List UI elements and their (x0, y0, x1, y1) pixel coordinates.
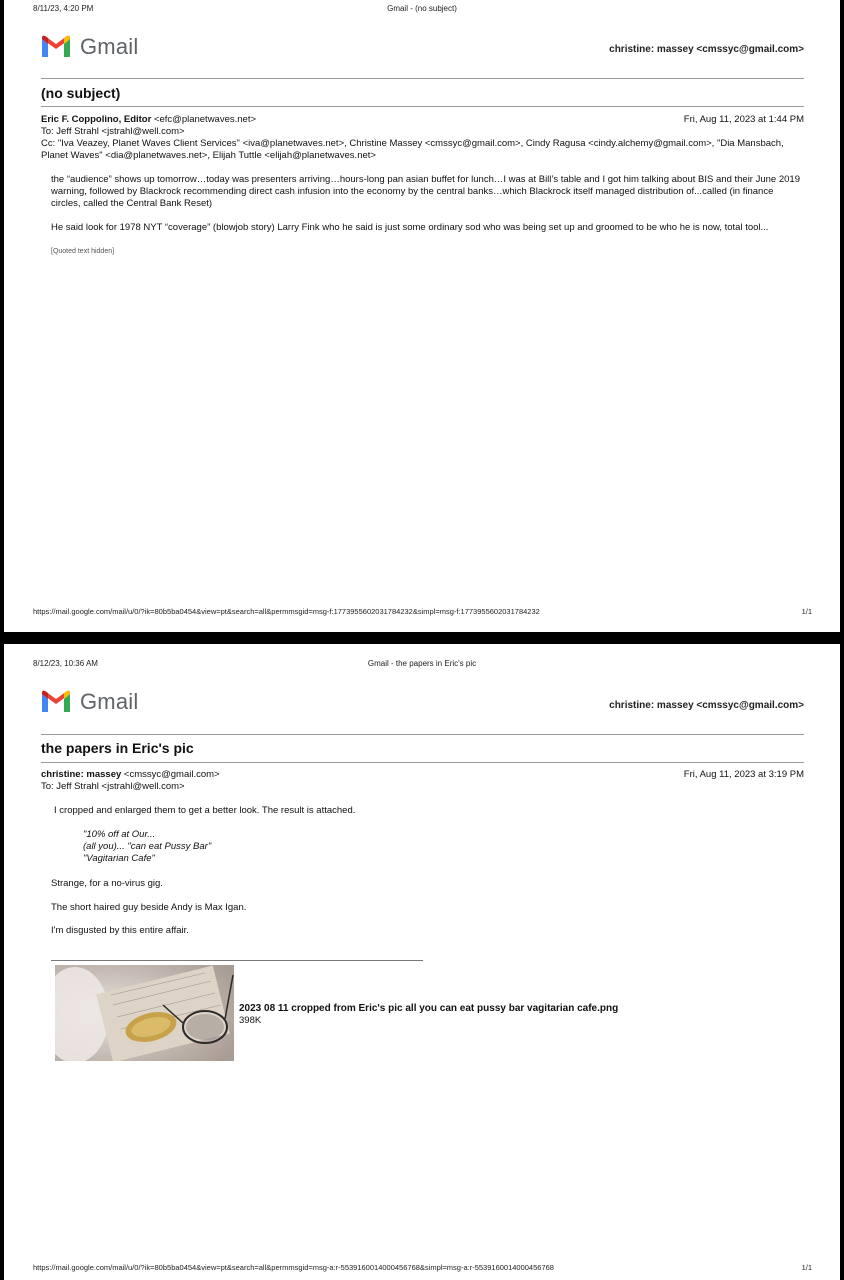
attachment-divider (51, 960, 423, 961)
attachment-filename[interactable]: 2023 08 11 cropped from Eric's pic all you can eat pussy bar vagitarian cafe.png (239, 1003, 619, 1014)
cropped-photo-image (55, 965, 234, 1061)
message-date: Fri, Aug 11, 2023 at 1:44 PM (683, 114, 804, 125)
quoted-phrase: "10% off at Our... (83, 829, 156, 840)
sender-email: <efc@planetwaves.net> (153, 114, 257, 125)
message-date: Fri, Aug 11, 2023 at 3:19 PM (683, 769, 804, 780)
quoted-phrase: (all you)... "can eat Pussy Bar" (83, 841, 212, 852)
message-paragraph: The short haired guy beside Andy is Max Igan. (51, 902, 247, 913)
footer-page-number: 1/1 (801, 607, 812, 616)
message-paragraph: the “audience” shows up tomorrow…today was presenters arriving…hours-long pan asian buffet for lunch…I was at Bill’s table and I got him talking about BIS and their June 2019 warning, followed by Blackrock recommending direct cash infusion into the economy by the central banks…which Blackrock itself managed distribution of...called (in finance circles, called the Central Bank Reset) (51, 174, 800, 209)
print-footer (33, 1263, 812, 1272)
gmail-logo (40, 689, 138, 715)
print-footer (33, 607, 812, 616)
message-paragraph: Strange, for a no-virus gig. (51, 878, 163, 889)
print-title: Gmail - the papers in Eric's pic (367, 659, 477, 668)
divider (41, 762, 804, 763)
message-paragraph: I cropped and enlarged them to get a better look. The result is attached. (54, 805, 356, 816)
footer-url: https://mail.google.com/mail/u/0/?ik=80b5ba0454&view=pt&search=all&permmsgid=msg-a:r-5539160014000456768&simpl=msg-a:r-5539160014000456768 (33, 1263, 554, 1272)
gmail-wordmark: Gmail (80, 689, 139, 714)
print-date: 8/12/23, 10:36 AM (33, 659, 98, 668)
divider (41, 78, 804, 79)
message-paragraph: He said look for 1978 NYT “coverage” (blowjob story) Larry Fink who he said is just some ordinary sod who was being set up and groomed to be who he is now, total tool... (51, 222, 769, 233)
divider (41, 734, 804, 735)
gmail-m-icon (40, 690, 72, 714)
print-page-2 (4, 644, 840, 1280)
sender-email: <cmssyc@gmail.com> (123, 769, 220, 780)
account-label: christine: massey <cmssyc@gmail.com> (609, 44, 804, 55)
footer-url: https://mail.google.com/mail/u/0/?ik=80b5ba0454&view=pt&search=all&permmsgid=msg-f:1773955602031784232&simpl=msg-f:1773955602031784232 (33, 607, 540, 616)
gmail-m-icon (40, 35, 72, 59)
email-subject: the papers in Eric's pic (41, 740, 194, 756)
print-date: 8/11/23, 4:20 PM (33, 4, 94, 13)
sender-name: Eric F. Coppolino, Editor (41, 114, 152, 125)
footer-page-number: 1/1 (801, 1263, 812, 1272)
quoted-phrases (83, 829, 211, 865)
gmail-wordmark: Gmail (80, 34, 139, 59)
print-page-1 (4, 0, 840, 632)
quoted-text-hidden-link[interactable]: [Quoted text hidden] (51, 248, 115, 255)
message-paragraph: I'm disgusted by this entire affair. (51, 925, 189, 936)
attachment-thumbnail[interactable] (55, 965, 234, 1061)
sender-name: christine: massey (41, 769, 122, 780)
recipient-cc: Cc: "Iva Veazey, Planet Waves Client Services" <iva@planetwaves.net>, Christine Massey <cmssyc@gmail.com>, Cindy Ragusa <cindy.alchemy@gmail.com>, "Dia Mansbach, Planet Waves" <dia@planetwaves.net>, Elijah Tuttle <elijah@planetwaves.net> (41, 138, 784, 161)
recipient-to: To: Jeff Strahl <jstrahl@well.com> (41, 126, 185, 137)
attachment-size: 398K (239, 1015, 262, 1026)
print-header (4, 4, 840, 16)
recipient-to: To: Jeff Strahl <jstrahl@well.com> (41, 781, 185, 792)
quoted-phrase: "Vagitarian Cafe" (83, 853, 155, 864)
account-label: christine: massey <cmssyc@gmail.com> (609, 700, 804, 711)
divider (41, 106, 804, 107)
print-header (4, 659, 840, 671)
email-subject: (no subject) (41, 85, 121, 101)
print-title: Gmail - (no subject) (387, 4, 457, 13)
gmail-logo (40, 34, 138, 60)
